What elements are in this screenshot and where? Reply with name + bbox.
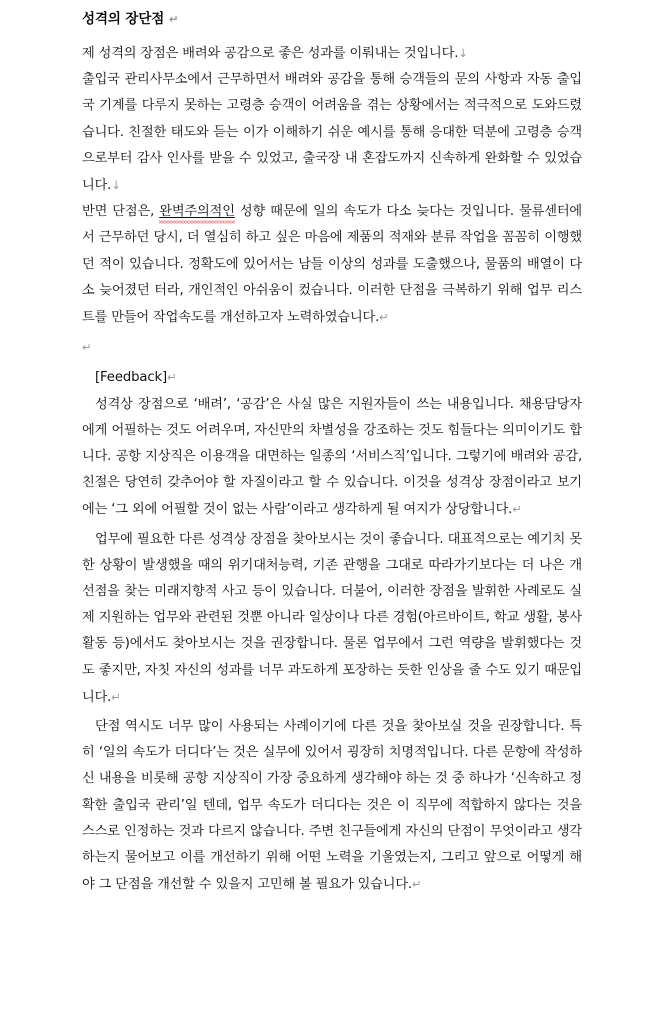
paragraph-end-mark: ↵: [379, 310, 389, 325]
strength-intro-paragraph: [82, 40, 582, 67]
feedback-paragraph-2: [82, 527, 582, 711]
feedback-heading-text: [Feedback]: [95, 370, 168, 386]
title-spacer: [82, 32, 582, 40]
soft-break-mark: ↓: [111, 178, 121, 193]
paragraph-end-mark: ↵: [411, 877, 422, 892]
feedback-paragraph-1: [82, 392, 582, 524]
weakness-paragraph: [82, 199, 582, 331]
feedback-paragraph-2-text: 업무에 필요한 다른 성격상 장점을 찾아보시는 것이 좋습니다. 대표적으로는 예기치 못한 상황이 발생했을 때의 위기대처능력, 기존 관행을 그대로 따라가기보다는 더 나은 개선점을 찾는 미래지향적 사고 등이 있습니다. 더불어, 이러한 장점을 발휘한 사례로도 실제 지원하는 업무와 관련된 것뿐 아니라 일상이나 다른 경험(아르바이트, 학교 생활, 봉사활동 등)에서도 찾아보시는 것을 권장합니다. 물론 업무에서 그런 역량을 발휘했다는 것도 좋지만, 자칫 자신의 성과를 너무 과도하게 포장하는 듯한 인상을 줄 수도 있기 때문입니다.: [82, 531, 582, 705]
feedback-paragraph-1-text: 성격상 장점으로 ‘배려’, ‘공감’은 사실 많은 지원자들이 쓰는 내용입니다. 채용담당자에게 어필하는 것도 어려우며, 자신만의 차별성을 강조하는 것도 힘들다는 의미이기도 합니다. 공항 지상직은 이용객을 대면하는 일종의 ‘서비스직’입니다. 그렇기에 배려와 공감, 친절은 당연히 갖추어야 할 자질이라고 할 수 있습니다. 이것을 성격상 장점이라고 보기에는 ‘그 외에 어필할 것이 없는 사람’이라고 생각하게 될 여지가 상당합니다.: [82, 396, 582, 518]
paragraph-end-mark: ↵: [167, 370, 177, 385]
page-title: [82, 6, 582, 32]
weakness-text-after: 성향 때문에 일의 속도가 다소 늦다는 것입니다. 물류센터에서 근무하던 당시, 더 열심히 하고 싶은 마음에 제품의 적재와 분류 작업을 꼼꼼히 이행했던 적이 있습니다. 정확도에 있어서는 남들 이상의 성과를 도출했으나, 물품의 배열이 다소 늦어졌던 터라, 개인적인 아쉬움이 컸습니다. 이러한 단점을 극복하기 위해 업무 리스트를 만들어 작업속도를 개선하고자 노력하였습니다.: [82, 204, 582, 326]
title-text: 성격의 장단점: [82, 11, 165, 27]
paragraph-end-mark: ↵: [82, 340, 92, 355]
weakness-text-before: 반면 단점은,: [82, 204, 160, 220]
page-title-text: [82, 11, 164, 27]
empty-paragraph: [82, 334, 582, 361]
feedback-paragraph-3: [82, 714, 582, 898]
strength-line2-text: 출입국 관리사무소에서 근무하면서 배려와 공감을 통해 승객들의 문의 사항과 자동 출입국 기계를 다루지 못하는 고령층 승객이 어려움을 겪는 상황에서는 적극적으로 도와드렸습니다. 친절한 태도와 듣는 이가 이해하기 쉬운 예시를 통해 응대한 덕분에 고령층 승객으로부터 감사 인사를 받을 수 있었고, 출국장 내 혼잡도까지 신속하게 완화할 수 있었습니다.: [82, 72, 582, 194]
feedback-paragraph-3-text: 단점 역시도 너무 많이 사용되는 사례이기에 다른 것을 찾아보실 것을 권장합니다. 특히 ‘일의 속도가 더디다’는 것은 실무에 있어서 굉장히 치명적입니다. 다른 문항에 작성하신 내용을 비롯해 공항 지상직이 가장 중요하게 생각해야 하는 것 중 하나가 ‘신속하고 정확한 출입국 관리’일 텐데, 업무 속도가 더디다는 것은 이 직무에 적합하지 않다는 것을 스스로 인정하는 것과 다르지 않습니다. 주변 친구들에게 자신의 단점이 무엇이라고 생각하는지 물어보고 이를 개선하기 위해 어떤 노력을 기울였는지, 그리고 앞으로 어떻게 해야 그 단점을 개선할 수 있을지 고민해 볼 필요가 있습니다.: [82, 719, 582, 893]
soft-break-mark: ↓: [458, 46, 468, 60]
feedback-heading: [82, 364, 582, 391]
strength-line1-text: 제 성격의 장점은 배려와 공감으로 좋은 성과를 이뤄내는 것입니다.: [82, 46, 459, 61]
misspelled-word[interactable]: 완벽주의적인: [159, 204, 235, 220]
paragraph-end-mark: ↵: [512, 502, 522, 517]
paragraph-end-mark: ↵: [168, 12, 179, 26]
strength-detail-paragraph: [82, 67, 582, 199]
paragraph-end-mark: ↵: [111, 689, 121, 704]
